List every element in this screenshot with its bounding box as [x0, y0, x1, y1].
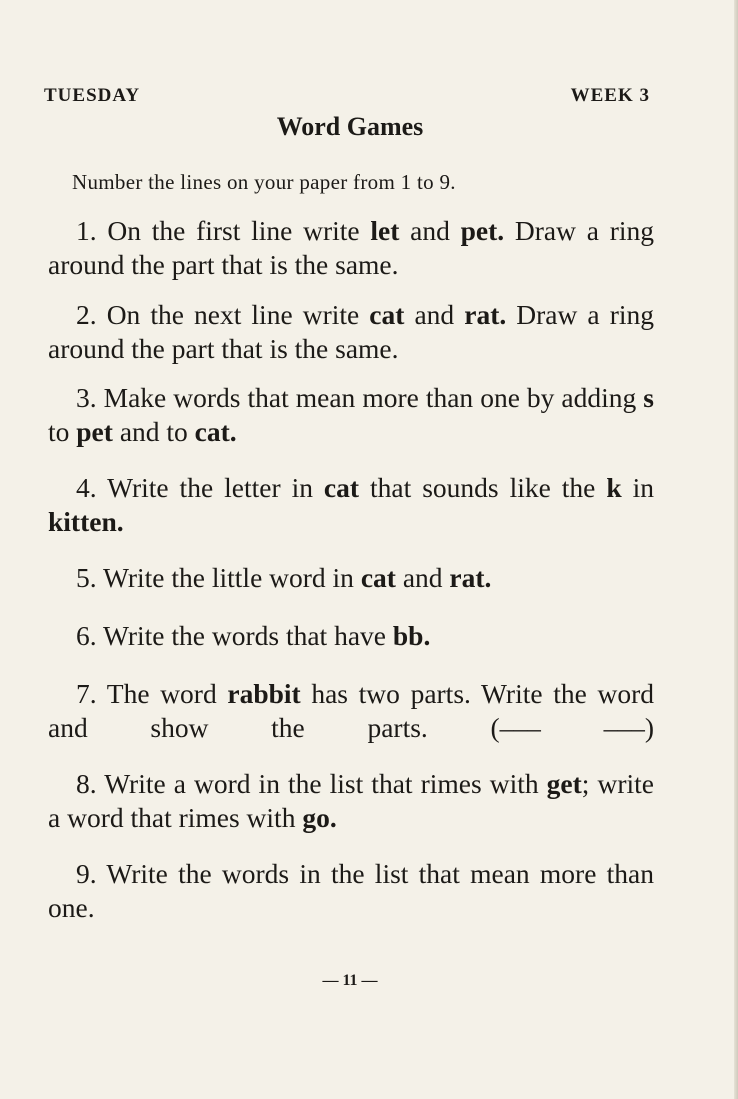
- bold-word: rat.: [449, 562, 492, 593]
- item-number: 4.: [76, 472, 108, 503]
- exercise-item: [48, 381, 654, 449]
- item-text: Write the words that have: [103, 620, 393, 651]
- item-text: ; write a word that rimes with: [48, 768, 654, 833]
- bold-word: cat: [360, 562, 396, 593]
- bold-word: k: [606, 472, 622, 503]
- page-number: — 11 —: [322, 972, 378, 989]
- item-text: Make words that mean more than one by adding: [103, 382, 644, 413]
- running-header: [44, 85, 650, 107]
- exercise-item: [48, 619, 654, 653]
- page-title: Word Games: [276, 112, 424, 141]
- exercise-list: [48, 214, 654, 925]
- item-text: Write the little word in: [103, 562, 361, 593]
- item-text: and: [395, 562, 450, 593]
- exercise-item: [48, 298, 654, 366]
- bold-word: rat.: [464, 299, 507, 330]
- exercise-item: [48, 561, 654, 595]
- item-number: 9.: [76, 858, 107, 889]
- item-number: 7.: [76, 678, 107, 709]
- item-text: Draw a ring around the part that is the same.: [48, 299, 654, 364]
- bold-word: bb.: [392, 620, 431, 651]
- bold-word: rabbit: [227, 678, 301, 709]
- item-text: and to: [112, 416, 195, 447]
- item-text: and: [399, 215, 461, 246]
- item-text: The word: [106, 678, 228, 709]
- bold-word: get: [546, 768, 582, 799]
- item-text: On the first line write: [107, 215, 371, 246]
- item-text: has two parts. Write the word and show the parts. (––– –––): [48, 678, 654, 743]
- bold-word: let: [370, 215, 400, 246]
- bold-word: s: [643, 382, 654, 413]
- item-number: 1.: [76, 215, 108, 246]
- bold-word: kitten.: [48, 506, 124, 537]
- bold-word: cat: [323, 472, 360, 503]
- item-number: 5.: [76, 562, 104, 593]
- exercise-item: [48, 214, 654, 282]
- item-number: 2.: [76, 299, 107, 330]
- bold-word: pet: [76, 416, 113, 447]
- item-text: in: [621, 472, 654, 503]
- exercise-item: [48, 857, 654, 925]
- header-day: TUESDAY: [44, 85, 141, 106]
- item-number: 8.: [76, 768, 105, 799]
- item-text: Draw a ring around the part that is the same.: [48, 215, 654, 280]
- item-number: 6.: [76, 620, 104, 651]
- exercise-item: [48, 471, 654, 539]
- exercise-item: [48, 677, 654, 745]
- item-text: Write the letter in: [107, 472, 324, 503]
- item-text: Write the words in the list that mean more than one.: [48, 858, 654, 923]
- item-text: that sounds like the: [359, 472, 607, 503]
- page-edge: [734, 0, 738, 1099]
- item-text: and: [404, 299, 465, 330]
- item-text: On the next line write: [106, 299, 370, 330]
- item-number: 3.: [76, 382, 104, 413]
- header-week: WEEK 3: [570, 85, 650, 106]
- bold-word: cat.: [194, 416, 237, 447]
- item-text: Write a word in the list that rimes with: [104, 768, 547, 799]
- bold-word: cat: [369, 299, 405, 330]
- instructions: Number the lines on your paper from 1 to 9.: [72, 170, 456, 194]
- item-text: to: [48, 416, 77, 447]
- bold-word: go.: [302, 802, 337, 833]
- exercise-item: [48, 767, 654, 835]
- bold-word: pet.: [460, 215, 505, 246]
